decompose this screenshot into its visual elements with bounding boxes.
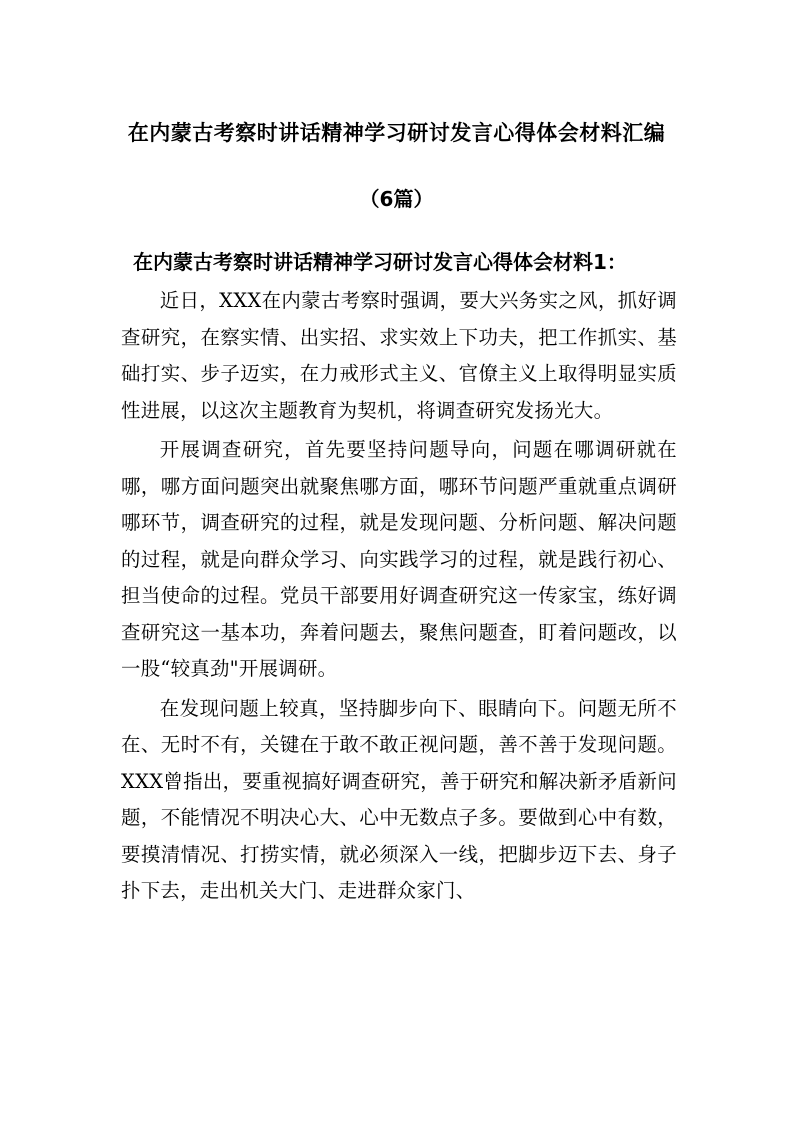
body-text — [121, 283, 677, 913]
document-title: 在内蒙古考察时讲话精神学习研讨发言心得体会材料汇编 — [127, 121, 666, 145]
section-heading: 在内蒙古考察时讲话精神学习研讨发言心得体会材料1： — [133, 250, 627, 274]
paragraph-2: 开展调查研究，首先要坚持问题导向，问题在哪调研就在哪，哪方面问题突出就聚焦哪方面，哪环节问题严重就重点调研哪环节，调查研究的过程，就是发现问题、分析问题、解决问题的过程，就是向群众学习、向实践学习的过程，就是践行初心、担当使命的过程。党员干部要用好调查研究这一传家宝，练好调查研究这一基本功，奔着问题去，聚焦问题查，盯着问题改，以一股“较真劲"开展调研。 — [121, 438, 677, 680]
paragraph-3: 在发现问题上较真，坚持脚步向下、眼睛向下。问题无所不在、无时不有，关键在于敢不敢正视问题，善不善于发现问题。XXX曾指出，要重视搞好调查研究，善于研究和解决新矛盾新问题，不能情况不明决心大、心中无数点子多。要做到心中有数，要摸清情况、打捞实情，就必须深入一线，把脚步迈下去、身子扑下去，走出机关大门、走进群众家门、 — [121, 696, 677, 902]
document-subtitle: （6篇） — [359, 187, 434, 211]
paragraph-1: 近日，XXX在内蒙古考察时强调，要大兴务实之风，抓好调查研究，在察实情、出实招、求实效上下功夫，把工作抓实、基础打实、步子迈实，在力戒形式主义、官僚主义上取得明显实质性进展，以这次主题教育为契机，将调查研究发扬光大。 — [121, 289, 677, 422]
